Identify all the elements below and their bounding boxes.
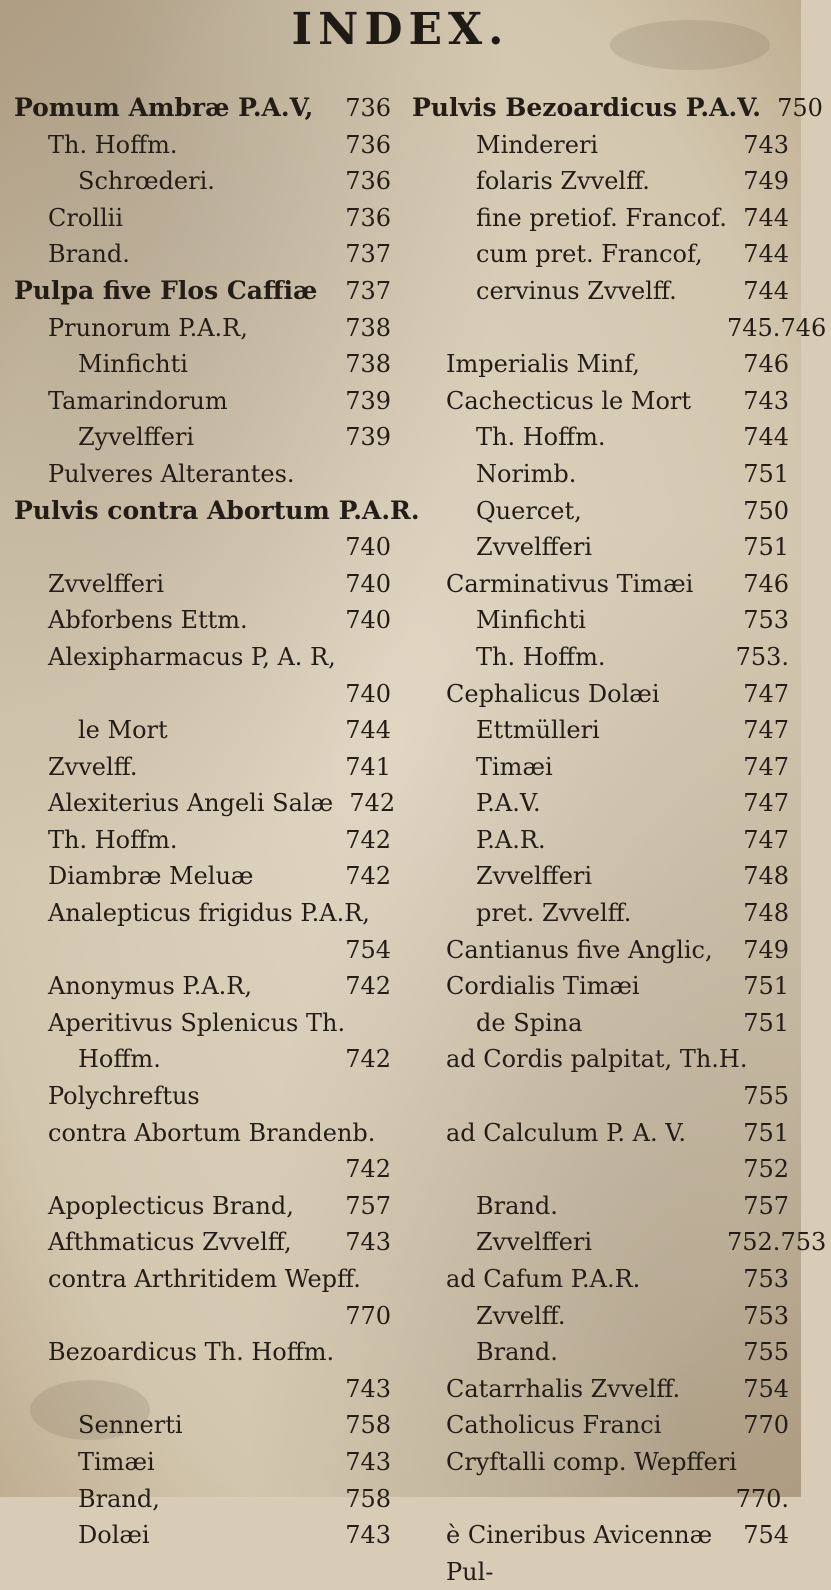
entry-label: Quercet, — [476, 496, 582, 525]
entry-page-number: 744 — [743, 240, 789, 269]
index-entry — [14, 895, 399, 932]
entry-page-number: 738 — [345, 313, 391, 342]
entry-page-number: 740 — [345, 569, 391, 598]
index-entry — [14, 529, 399, 566]
entry-label: Catholicus Franci — [446, 1411, 662, 1440]
entry-page-number: 743 — [743, 386, 789, 415]
entry-label: folaris Zvvelff. — [476, 167, 650, 196]
entry-label: ad Cordis palpitat, Th.H. — [446, 1045, 748, 1074]
entry-label: Afthmaticus Zvvelff, — [48, 1228, 292, 1257]
index-entry — [412, 1261, 797, 1298]
index-entry — [14, 639, 399, 676]
entry-label: le Mort — [78, 716, 168, 745]
entry-label: Alexiterius Angeli Salæ — [48, 789, 334, 818]
index-entry — [412, 1188, 797, 1225]
entry-page-number: 740 — [345, 533, 391, 562]
entry-label: Brand. — [48, 240, 130, 269]
index-entry — [14, 858, 399, 895]
entry-page-number: 743 — [743, 130, 789, 159]
entry-label: Brand. — [476, 1338, 558, 1367]
entry-page-number: 746 — [743, 569, 789, 598]
entry-page-number: 746 — [743, 350, 789, 379]
index-column-left — [14, 90, 420, 1554]
entry-page-number: 754 — [345, 935, 391, 964]
index-entry — [412, 383, 797, 420]
index-entry — [14, 932, 399, 969]
entry-label: Diambræ Meluæ — [48, 862, 254, 891]
index-entry — [412, 163, 797, 200]
index-entry — [14, 273, 399, 310]
entry-page-number: 742 — [345, 972, 391, 1001]
index-entry — [412, 127, 797, 164]
index-entry — [412, 1554, 797, 1590]
index-entry — [412, 273, 797, 310]
index-entry — [412, 493, 797, 530]
index-entry — [14, 566, 399, 603]
entry-label: Pulveres Alterantes. — [48, 459, 295, 488]
entry-page-number: 742 — [345, 862, 391, 891]
entry-label: è Cineribus Avicennæ — [446, 1521, 713, 1550]
entry-page-number: 742 — [345, 1045, 391, 1074]
index-entry — [412, 785, 797, 822]
entry-page-number: 751 — [743, 972, 789, 1001]
index-entry — [412, 1407, 797, 1444]
index-entry — [14, 1481, 399, 1518]
index-entry — [412, 639, 797, 676]
entry-label: Zvvelfferi — [476, 1228, 593, 1257]
entry-label: Norimb. — [476, 459, 577, 488]
index-entry — [14, 968, 399, 1005]
entry-page-number: 739 — [345, 423, 391, 452]
entry-label: P.A.V. — [476, 789, 541, 818]
entry-label: Cryftalli comp. Wepfferi — [446, 1447, 737, 1476]
entry-page-number: 750 — [777, 94, 823, 122]
entry-label: Cantianus five Anglic, — [446, 935, 713, 964]
entry-page-number: 744 — [743, 276, 789, 305]
entry-label: Pomum Ambræ P.A.V, — [14, 93, 314, 122]
entry-page-number: 751 — [743, 1118, 789, 1147]
entry-page-number: 751 — [743, 459, 789, 488]
entry-page-number: 757 — [345, 1191, 391, 1220]
index-entry — [412, 1371, 797, 1408]
entry-page-number: 748 — [743, 899, 789, 928]
entry-page-number: 740 — [345, 679, 391, 708]
entry-label: Cachecticus le Mort — [446, 386, 692, 415]
index-entry — [412, 1151, 797, 1188]
entry-label: cum pret. Francof, — [476, 240, 703, 269]
index-entry — [412, 1005, 797, 1042]
entry-page-number: 745.746 — [727, 313, 827, 342]
index-entry — [14, 1078, 399, 1115]
index-entry — [412, 1444, 797, 1481]
entry-page-number: 744 — [743, 203, 789, 232]
entry-label: Pulvis Bezoardicus P.A.V. — [412, 93, 761, 122]
entry-label: Hoffm. — [78, 1045, 161, 1074]
entry-label: Dolæi — [78, 1521, 150, 1550]
index-entry — [412, 712, 797, 749]
entry-page-number: 758 — [345, 1484, 391, 1513]
entry-page-number: 753 — [743, 606, 789, 635]
entry-page-number: 747 — [743, 716, 789, 745]
entry-page-number: 770 — [743, 1411, 789, 1440]
entry-page-number: 744 — [743, 423, 789, 452]
index-entry — [14, 785, 399, 822]
entry-page-number: 747 — [743, 752, 789, 781]
entry-page-number: 753. — [735, 642, 789, 671]
index-entry — [14, 163, 399, 200]
entry-label: Zvvelfferi — [476, 862, 593, 891]
entry-page-number: 758 — [345, 1411, 391, 1440]
entry-label: contra Abortum Brandenb. — [48, 1118, 376, 1147]
entry-label: Crollii — [48, 203, 123, 232]
entry-label: Timæi — [476, 752, 553, 781]
index-entry — [14, 346, 399, 383]
index-entry — [14, 1261, 399, 1298]
entry-page-number: 736 — [345, 130, 391, 159]
index-entry — [14, 1041, 399, 1078]
index-entry — [412, 200, 797, 237]
index-entry — [14, 493, 420, 530]
entry-page-number: 740 — [345, 606, 391, 635]
index-entry — [412, 456, 797, 493]
entry-page-number: 744 — [345, 716, 391, 745]
entry-page-number: 750 — [743, 496, 789, 525]
entry-label: Carminativus Timæi — [446, 569, 694, 598]
entry-page-number: 738 — [345, 350, 391, 379]
entry-label: Catarrhalis Zvvelff. — [446, 1374, 681, 1403]
entry-page-number: 736 — [345, 167, 391, 196]
index-entry — [14, 1371, 399, 1408]
entry-label: Zyvelfferi — [78, 423, 195, 452]
index-entry — [412, 1517, 797, 1554]
index-entry — [14, 1334, 399, 1371]
index-entry — [14, 602, 399, 639]
entry-page-number: 752.753 — [727, 1228, 827, 1257]
entry-label: Zvvelfferi — [48, 569, 165, 598]
index-entry — [412, 749, 797, 786]
index-entry — [14, 712, 399, 749]
entry-page-number: 743 — [345, 1447, 391, 1476]
entry-label: Bezoardicus Th. Hoffm. — [48, 1338, 335, 1367]
entry-page-number: 736 — [345, 94, 391, 122]
entry-page-number: 757 — [743, 1191, 789, 1220]
entry-page-number: 747 — [743, 679, 789, 708]
index-entry — [14, 1188, 399, 1225]
entry-page-number: 749 — [743, 167, 789, 196]
entry-label: Analepticus frigidus P.A.R, — [48, 899, 370, 928]
entry-page-number: 748 — [743, 862, 789, 891]
entry-label: Pulvis contra Abortum P.A.R. — [14, 495, 420, 525]
entry-page-number: 742 — [345, 825, 391, 854]
index-entry — [412, 1298, 797, 1335]
index-entry — [14, 383, 399, 420]
index-entry — [14, 1005, 399, 1042]
entry-label: Th. Hoffm. — [476, 642, 606, 671]
entry-page-number: 754 — [743, 1374, 789, 1403]
entry-page-number: 741 — [345, 752, 391, 781]
index-entry — [412, 968, 797, 1005]
entry-label: Sennerti — [78, 1411, 183, 1440]
entry-label: de Spina — [476, 1008, 583, 1037]
entry-label: Mindereri — [476, 130, 599, 159]
index-entry — [14, 676, 399, 713]
entry-page-number: 755 — [743, 1338, 789, 1367]
index-entry — [412, 419, 797, 456]
entry-page-number: 770 — [345, 1301, 391, 1330]
page-header: INDEX. — [291, 4, 510, 55]
index-entry — [14, 1115, 399, 1152]
entry-page-number: 736 — [345, 203, 391, 232]
index-entry — [412, 236, 797, 273]
entry-label: Brand. — [476, 1191, 558, 1220]
index-entry — [14, 822, 399, 859]
entry-page-number: 755 — [743, 1082, 789, 1111]
entry-label: Aperitivus Splenicus Th. — [48, 1008, 346, 1037]
entry-label: Minfichti — [476, 606, 586, 635]
entry-page-number: 743 — [345, 1521, 391, 1550]
entry-label: Imperialis Minf, — [446, 350, 640, 379]
entry-label: Cordialis Timæi — [446, 972, 640, 1001]
entry-page-number: 737 — [345, 276, 391, 305]
index-entry — [412, 529, 797, 566]
index-entry — [14, 749, 399, 786]
index-entry — [14, 456, 399, 493]
index-entry — [412, 1481, 797, 1518]
index-entry — [14, 1517, 399, 1554]
index-entry — [412, 932, 797, 969]
entry-label: Minfichti — [78, 350, 188, 379]
entry-label: P.A.R. — [476, 825, 546, 854]
entry-label: ad Calculum P. A. V. — [446, 1118, 686, 1147]
entry-label: pret. Zvvelff. — [476, 899, 632, 928]
entry-label: fine pretiof. Francof. — [476, 203, 727, 232]
entry-label: Ettmülleri — [476, 716, 600, 745]
entry-label: Zvvelff. — [48, 752, 138, 781]
index-entry — [412, 1334, 797, 1371]
entry-label: Pulpa five Flos Caffiæ — [14, 275, 318, 305]
index-entry — [14, 1444, 399, 1481]
entry-label: Alexipharmacus P, A. R, — [48, 642, 336, 671]
entry-label: ad Cafum P.A.R. — [446, 1265, 641, 1293]
index-entry — [14, 1407, 399, 1444]
index-entry — [412, 822, 797, 859]
entry-page-number: 737 — [345, 240, 391, 269]
entry-label: Abforbens Ettm. — [48, 606, 248, 635]
index-column-right — [412, 90, 827, 1590]
entry-label: Polychreftus — [48, 1082, 200, 1111]
index-entry — [412, 602, 797, 639]
entry-page-number: 747 — [743, 825, 789, 854]
index-entry — [412, 346, 797, 383]
entry-page-number: 751 — [743, 1008, 789, 1037]
entry-page-number: 754 — [743, 1521, 789, 1550]
entry-label: contra Arthritidem Wepff. — [48, 1265, 361, 1293]
index-entry — [14, 200, 399, 237]
entry-page-number: 747 — [743, 789, 789, 818]
entry-page-number: 742 — [349, 789, 396, 818]
index-entry — [14, 310, 399, 347]
entry-label: Timæi — [78, 1447, 155, 1476]
entry-page-number: 743 — [345, 1374, 391, 1403]
entry-label: Cephalicus Dolæi — [446, 679, 660, 708]
index-entry — [14, 419, 399, 456]
entry-page-number: 753 — [743, 1301, 789, 1330]
entry-label: Th. Hoffm. — [48, 825, 178, 854]
index-entry — [412, 676, 797, 713]
entry-page-number: 751 — [743, 533, 789, 562]
entry-label: Tamarindorum — [48, 386, 228, 415]
index-entry — [14, 127, 399, 164]
entry-label: Prunorum P.A.R, — [48, 313, 248, 342]
index-entry — [14, 1298, 399, 1335]
entry-page-number: 743 — [345, 1228, 391, 1257]
entry-label: Apoplecticus Brand, — [48, 1191, 294, 1220]
entry-page-number: 739 — [345, 386, 391, 415]
index-entry — [14, 1224, 399, 1261]
entry-label: Th. Hoffm. — [48, 130, 178, 159]
entry-label: cervinus Zvvelff. — [476, 276, 677, 305]
index-entry — [14, 90, 399, 127]
entry-page-number: 753 — [743, 1265, 789, 1293]
index-entry — [14, 236, 399, 273]
index-entry — [412, 858, 797, 895]
index-entry — [412, 1041, 797, 1078]
index-entry — [412, 1078, 797, 1115]
entry-label: Zvvelfferi — [476, 533, 593, 562]
entry-label: Zvvelff. — [476, 1301, 566, 1330]
index-entry — [412, 90, 823, 127]
index-entry — [412, 895, 797, 932]
entry-label: Pul- — [446, 1557, 494, 1586]
entry-page-number: 770. — [735, 1484, 789, 1513]
entry-label: Anonymus P.A.R, — [48, 972, 252, 1001]
entry-label: Th. Hoffm. — [476, 423, 606, 452]
index-entry — [412, 1115, 797, 1152]
entry-page-number: 752 — [743, 1155, 789, 1184]
entry-label: Brand, — [78, 1484, 160, 1513]
index-entry — [412, 310, 827, 347]
entry-page-number: 742 — [345, 1155, 391, 1184]
entry-label: Schrœderi. — [78, 167, 215, 196]
index-entry — [412, 566, 797, 603]
entry-page-number: 749 — [743, 935, 789, 964]
index-entry — [14, 1151, 399, 1188]
index-entry — [412, 1224, 827, 1261]
